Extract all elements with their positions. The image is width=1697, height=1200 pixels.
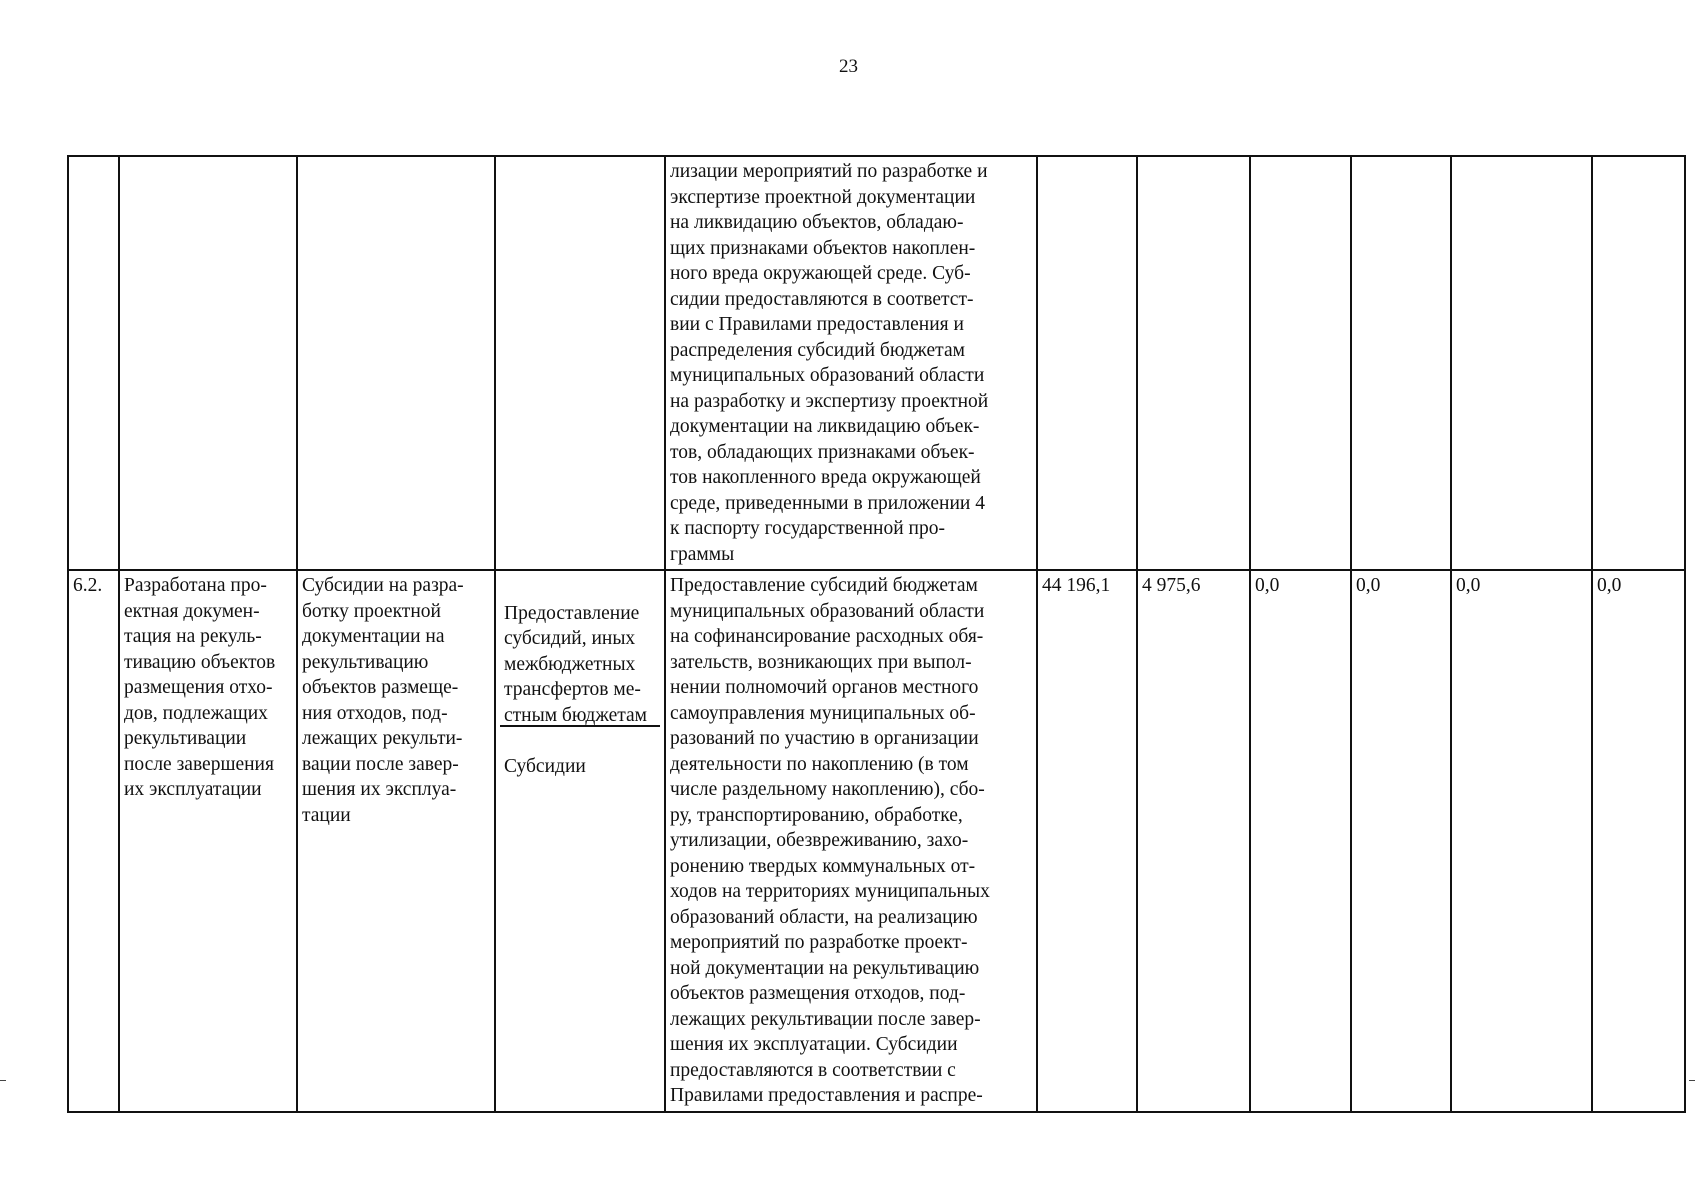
result-cell-empty xyxy=(119,156,297,570)
event-cell: Субсидии на разра- ботку проектной документации на рекультивацию объектов размеще- ния отходов, под- лежащих рекульти- вации после завер- шения их эксплуа- тации xyxy=(297,570,495,1112)
value-cell-year-2: 0,0 xyxy=(1250,570,1351,1112)
scan-edge-mark-left xyxy=(0,1080,6,1081)
page-number: 23 xyxy=(839,56,858,77)
event-cell-empty xyxy=(297,156,495,570)
value-cell-year-3: 0,0 xyxy=(1351,570,1451,1112)
type-main-text: Предоставление субсидий, иных межбюджетных трансфертов ме- стным бюджетам xyxy=(500,599,660,727)
value-cell-empty xyxy=(1451,156,1592,570)
table-row-continuation xyxy=(68,156,1685,570)
row-number-cell: 6.2. xyxy=(68,570,119,1112)
table-row-6-2 xyxy=(68,570,1685,1112)
value-cell-year-5: 0,0 xyxy=(1592,570,1685,1112)
value-cell-empty xyxy=(1037,156,1137,570)
type-cell-empty xyxy=(495,156,665,570)
result-cell: Разработана про- ектная докумен- тация на рекуль- тивацию объектов размещения отхо- дов, подлежащих рекультивации после завершения их эксплуатации xyxy=(119,570,297,1112)
number-cell-empty xyxy=(68,156,119,570)
program-measures-table xyxy=(67,155,1686,1113)
value-cell-year-1: 4 975,6 xyxy=(1137,570,1250,1112)
description-continuation-cell: лизации мероприятий по разработке и экспертизе проектной документации на ликвидацию объектов, обладаю- щих признаками объектов накоплен- ного вреда окружающей среде. Суб- сидии предоставляются в соответст- вии с Правилами предоставления и распределения субсидий бюджетам муниципальных образований области на разработку и экспертизу проектной документации на ликвидацию объек- тов, обладающих признаками объек- тов накопленного вреда окружающей среде, приведенными в приложении 4 к паспорту государственной про- граммы xyxy=(665,156,1037,570)
type-sub-text: Субсидии xyxy=(504,756,586,777)
value-cell-total: 44 196,1 xyxy=(1037,570,1137,1112)
value-cell-empty xyxy=(1351,156,1451,570)
value-cell-empty xyxy=(1137,156,1250,570)
description-cell: Предоставление субсидий бюджетам муниципальных образований области на софинансирование расходных обя- зательств, возникающих при выпол- нении полномочий органов местного самоуправления муниципальных об- разований по участию в организации деятельности по накоплению (в том числе раздельному накоплению), сбо- ру, транспортированию, обработке, утилизации, обезвреживанию, захо- ронению твердых коммунальных от- ходов на территориях муниципальных образований области, на реализацию мероприятий по разработке проект- ной документации на рекультивацию объектов размещения отходов, под- лежащих рекультивации после завер- шения их эксплуатации. Субсидии предоставляются в соответствии с Правилами предоставления и распре- xyxy=(665,570,1037,1112)
scan-edge-mark-right xyxy=(1689,1080,1695,1081)
value-cell-empty xyxy=(1592,156,1685,570)
value-cell-empty xyxy=(1250,156,1351,570)
value-cell-year-4: 0,0 xyxy=(1451,570,1592,1112)
type-cell xyxy=(495,570,665,1112)
